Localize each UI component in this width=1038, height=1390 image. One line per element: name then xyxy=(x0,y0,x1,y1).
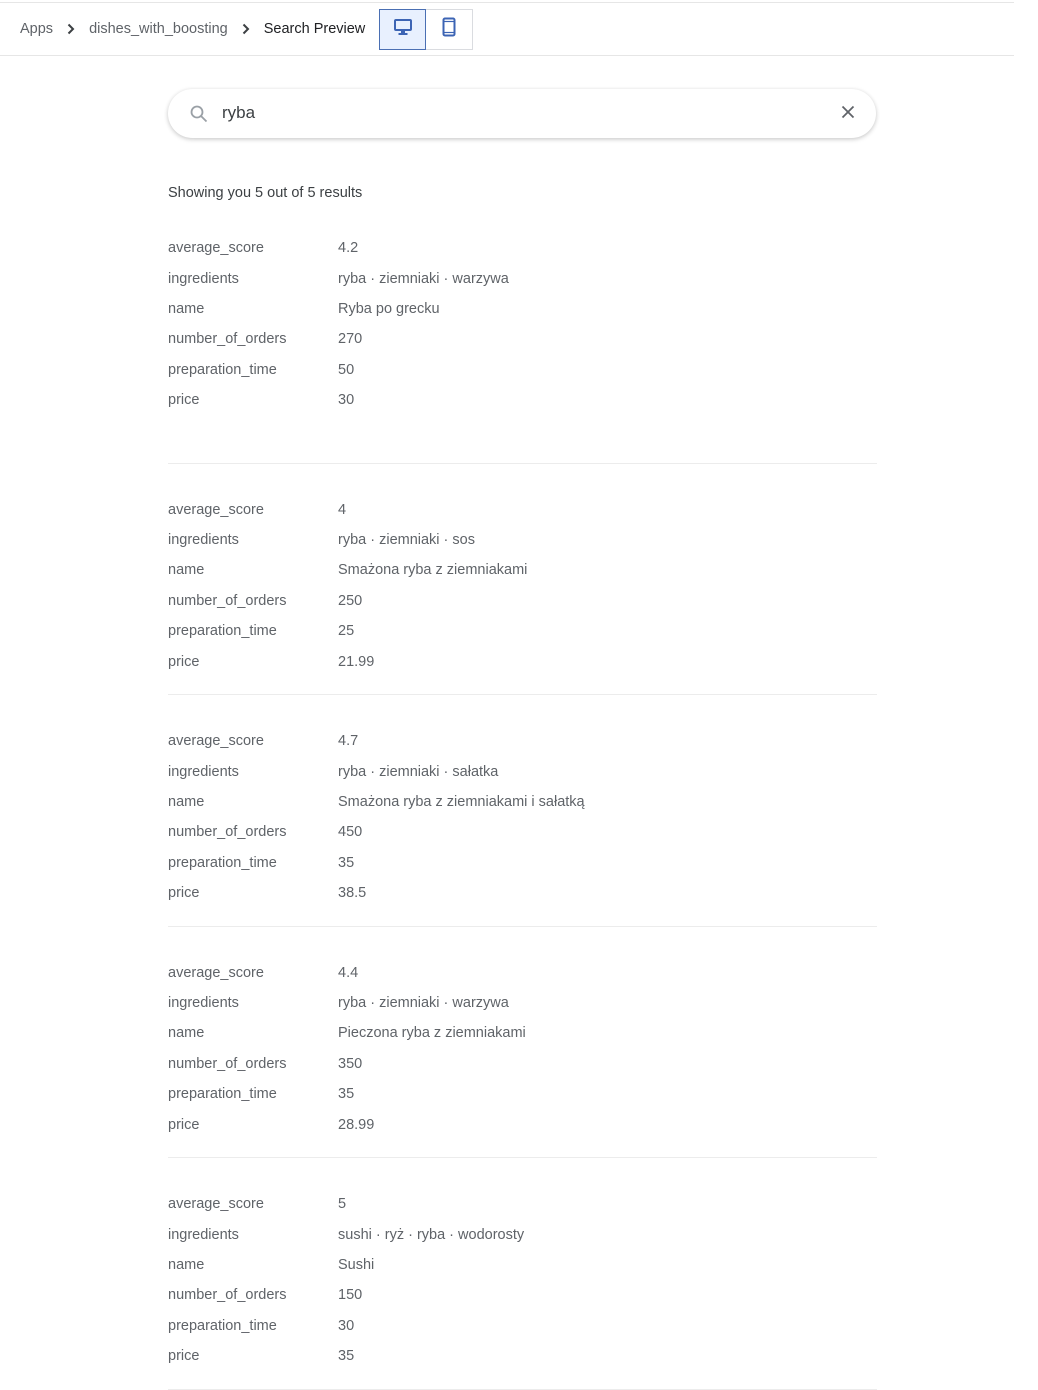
result-field xyxy=(168,1109,877,1139)
field-value: ryba · ziemniaki · sos xyxy=(338,532,475,549)
field-value: Ryba po grecku xyxy=(338,300,440,317)
result-item xyxy=(168,232,877,464)
clear-search-button[interactable] xyxy=(836,102,860,126)
desktop-icon xyxy=(393,18,413,41)
field-key: name xyxy=(168,300,205,317)
field-value: Smażona ryba z ziemniakami i sałatką xyxy=(338,793,585,810)
field-value: 270 xyxy=(338,331,363,348)
field-value: Pieczona ryba z ziemniakami xyxy=(338,1025,526,1042)
field-value: 21.99 xyxy=(338,653,375,670)
field-key: average_score xyxy=(168,733,264,750)
field-value: 4.7 xyxy=(338,733,359,750)
field-value: 35 xyxy=(338,854,355,871)
mobile-view-button[interactable] xyxy=(426,9,473,50)
field-value: 450 xyxy=(338,824,363,841)
result-item xyxy=(168,695,877,927)
field-value: 38.5 xyxy=(338,885,367,902)
field-value: 5 xyxy=(338,1196,347,1213)
breadcrumb-engine[interactable]: dishes_with_boosting xyxy=(89,21,228,37)
breadcrumb xyxy=(20,17,365,41)
field-key: average_score xyxy=(168,1196,264,1213)
field-value: 30 xyxy=(338,392,355,409)
result-field xyxy=(168,233,877,263)
field-value: ryba · ziemniaki · warzywa xyxy=(338,270,509,287)
result-field xyxy=(168,756,877,786)
field-value: 4 xyxy=(338,501,347,518)
result-field xyxy=(168,355,877,385)
desktop-view-button[interactable] xyxy=(379,9,426,50)
field-value: 28.99 xyxy=(338,1116,375,1133)
field-key: preparation_time xyxy=(168,1317,277,1334)
field-key: preparation_time xyxy=(168,361,277,378)
result-field xyxy=(168,726,877,756)
field-key: ingredients xyxy=(168,532,239,549)
field-key: average_score xyxy=(168,240,264,257)
close-icon xyxy=(841,105,855,124)
field-key: ingredients xyxy=(168,995,239,1012)
field-key: preparation_time xyxy=(168,854,277,871)
field-value: Smażona ryba z ziemniakami xyxy=(338,562,528,579)
field-key: price xyxy=(168,1348,200,1365)
result-field xyxy=(168,294,877,324)
field-key: name xyxy=(168,1025,205,1042)
field-key: name xyxy=(168,1256,205,1273)
field-value: 4.2 xyxy=(338,240,359,257)
result-field xyxy=(168,1280,877,1310)
field-value: sushi · ryż · ryba · wodorosty xyxy=(338,1226,525,1243)
field-value: 250 xyxy=(338,592,363,609)
result-field xyxy=(168,263,877,293)
field-key: number_of_orders xyxy=(168,592,287,609)
field-value: ryba · ziemniaki · warzywa xyxy=(338,995,509,1012)
field-value: 150 xyxy=(338,1287,363,1304)
field-key: number_of_orders xyxy=(168,1055,287,1072)
result-field xyxy=(168,1250,877,1280)
result-field xyxy=(168,324,877,354)
result-item xyxy=(168,927,877,1159)
search-input[interactable] xyxy=(222,99,812,127)
result-field xyxy=(168,616,877,646)
field-key: ingredients xyxy=(168,1226,239,1243)
field-key: price xyxy=(168,653,200,670)
top-bar xyxy=(0,2,1014,56)
search-icon xyxy=(189,104,209,124)
result-field xyxy=(168,878,877,908)
mobile-icon xyxy=(442,17,456,42)
field-value: 50 xyxy=(338,361,355,378)
field-key: number_of_orders xyxy=(168,331,287,348)
breadcrumb-apps[interactable]: Apps xyxy=(20,21,54,37)
result-field xyxy=(168,586,877,616)
result-item xyxy=(168,464,877,696)
field-key: average_score xyxy=(168,501,264,518)
result-field xyxy=(168,525,877,555)
device-toggle xyxy=(379,9,473,50)
field-key: preparation_time xyxy=(168,623,277,640)
result-field xyxy=(168,1219,877,1249)
field-key: ingredients xyxy=(168,270,239,287)
field-key: price xyxy=(168,392,200,409)
field-value: 25 xyxy=(338,623,355,640)
result-field xyxy=(168,1311,877,1341)
field-value: ryba · ziemniaki · sałatka xyxy=(338,763,499,780)
result-field xyxy=(168,1341,877,1371)
field-key: preparation_time xyxy=(168,1086,277,1103)
result-item xyxy=(168,1158,877,1390)
chevron-right-icon xyxy=(234,17,258,41)
result-field xyxy=(168,958,877,988)
field-key: ingredients xyxy=(168,763,239,780)
result-field xyxy=(168,1018,877,1048)
field-value: 30 xyxy=(338,1317,355,1334)
field-value: 350 xyxy=(338,1055,363,1072)
result-field xyxy=(168,787,877,817)
result-field xyxy=(168,988,877,1018)
result-field xyxy=(168,817,877,847)
field-key: average_score xyxy=(168,964,264,981)
result-field xyxy=(168,495,877,525)
results-summary: Showing you 5 out of 5 results xyxy=(168,185,363,201)
result-field xyxy=(168,646,877,676)
result-field xyxy=(168,555,877,585)
breadcrumb-current: Search Preview xyxy=(263,21,366,37)
field-key: price xyxy=(168,1116,200,1133)
field-key: number_of_orders xyxy=(168,1287,287,1304)
search-bar xyxy=(168,89,876,138)
result-field xyxy=(168,385,877,415)
field-value: 35 xyxy=(338,1086,355,1103)
field-key: name xyxy=(168,793,205,810)
chevron-right-icon xyxy=(59,17,83,41)
results-list xyxy=(168,232,877,1390)
field-key: number_of_orders xyxy=(168,824,287,841)
field-key: name xyxy=(168,562,205,579)
result-field xyxy=(168,848,877,878)
field-value: 4.4 xyxy=(338,964,359,981)
field-key: price xyxy=(168,885,200,902)
result-field xyxy=(168,1049,877,1079)
result-field xyxy=(168,1189,877,1219)
field-value: Sushi xyxy=(338,1256,375,1273)
result-field xyxy=(168,1079,877,1109)
field-value: 35 xyxy=(338,1348,355,1365)
